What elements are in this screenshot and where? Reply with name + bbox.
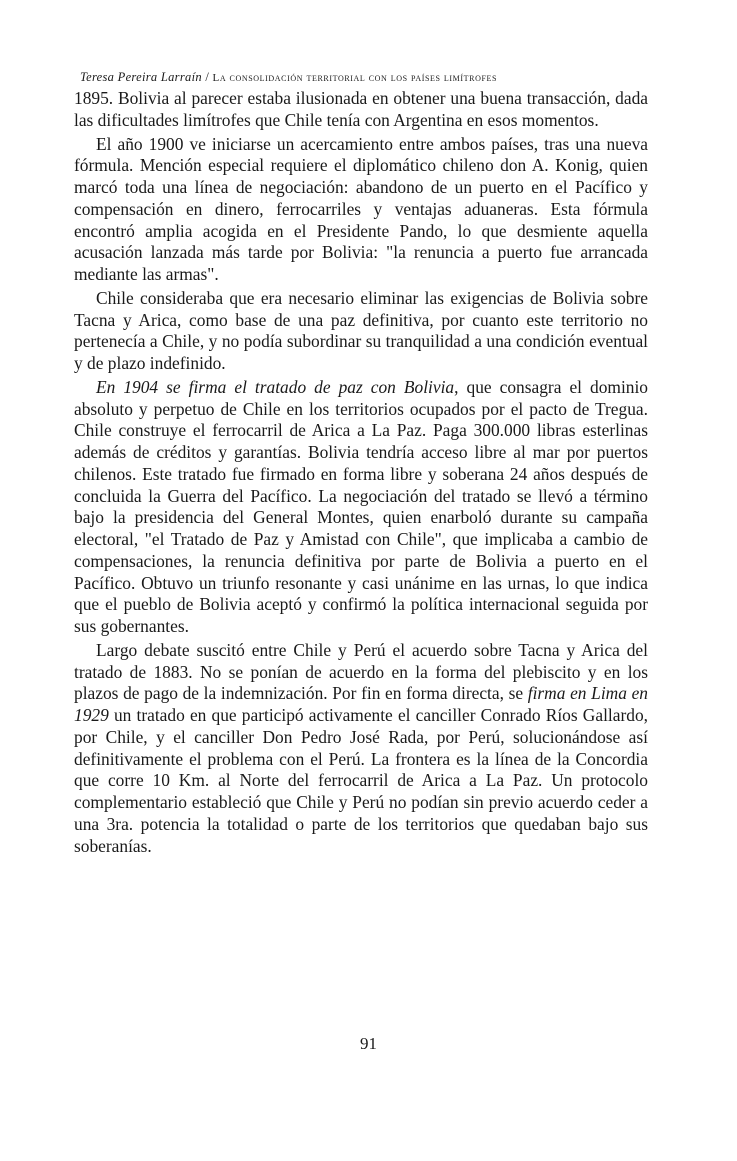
paragraph [74,134,648,286]
italic-phrase: firma en Lima en 1929 [74,683,648,725]
paragraph [74,288,648,375]
running-head-separator: / [201,70,213,84]
paragraph [74,88,648,132]
running-head [74,70,648,85]
text-run: El año 1900 ve iniciarse un acercamiento entre ambos países, tras una nueva fórmula. Mención especial requiere el diplomático chileno don A. Konig, quien marcó toda una línea de negociación: abandono de un puerto en el Pacífico y compensación en dinero, ferrocarriles y ventajas aduaneras. Esta fórmula encontró amplia acogida en el Presidente Pando, lo que desmiente aquella acusación lanzada más tarde por Bolivia: "la renuncia a puerto fue arrancada mediante las armas". [74,133,648,284]
text-run: un tratado en que participó activamente el canciller Conrado Ríos Gallardo, por Chile, y el canciller Don Pedro José Rada, por Perú, solucionándose así definitivamente el problema con el Perú. La frontera es la línea de la Concordia que corre 10 Km. al Norte del ferrocarril de Arica a La Paz. Un protocolo complementario estableció que Chile y Perú no podían sin previo acuerdo ceder a una 3ra. potencia la totalidad o parte de los territorios que quedaban bajo sus soberanías. [74,705,648,856]
running-head-title: La consolidación territorial con los países limítrofes [212,72,498,84]
italic-phrase: En 1904 se firma el tratado de paz con Bolivia [96,376,455,397]
body-text [74,88,648,857]
text-run: Chile consideraba que era necesario eliminar las exigencias de Bolivia sobre Tacna y Arica, como base de una paz definitiva, por cuanto este territorio no pertenecía a Chile, y no podía subordinar su tranquilidad a una condición eventual y de plazo indefinido. [74,287,648,373]
text-run: , que consagra el dominio absoluto y perpetuo de Chile en los territorios ocupados por el pacto de Tregua. Chile construye el ferrocarril de Arica a La Paz. Paga 300.000 libras esterlinas además de créditos y garantías. Bolivia tendría acceso libre al mar por puertos chilenos. Este tratado fue firmado en forma libre y soberana 24 años después de concluida la Guerra del Pacífico. La negociación del tratado se llevó a término bajo la presidencia del General Montes, quien enarboló durante su campaña electoral, "el Tratado de Paz y Amistad con Chile", que implicaba a cambio de compensaciones, la renuncia definitiva por parte de Bolivia a puerto en el Pacífico. Obtuvo un triunfo resonante y casi unánime en las urnas, lo que indica que el pueblo de Bolivia aceptó y confirmó la política internacional seguida por sus gobernantes. [74,376,649,636]
paragraph [74,377,648,638]
text-run: Largo debate suscitó entre Chile y Perú el acuerdo sobre Tacna y Arica del tratado de 1883. No se ponían de acuerdo en la forma del plebiscito y en los plazos de pago de la indemnización. Por fin en forma directa, se [74,639,648,704]
text-run: 1895. Bolivia al parecer estaba ilusionada en obtener una buena transacción, dada las dificultades limítrofes que Chile tenía con Argentina en esos momentos. [74,88,648,130]
paragraph [74,640,648,858]
running-head-author: Teresa Pereira Larraín [80,70,202,84]
book-page [74,70,648,857]
page-number: 91 [360,1034,377,1053]
